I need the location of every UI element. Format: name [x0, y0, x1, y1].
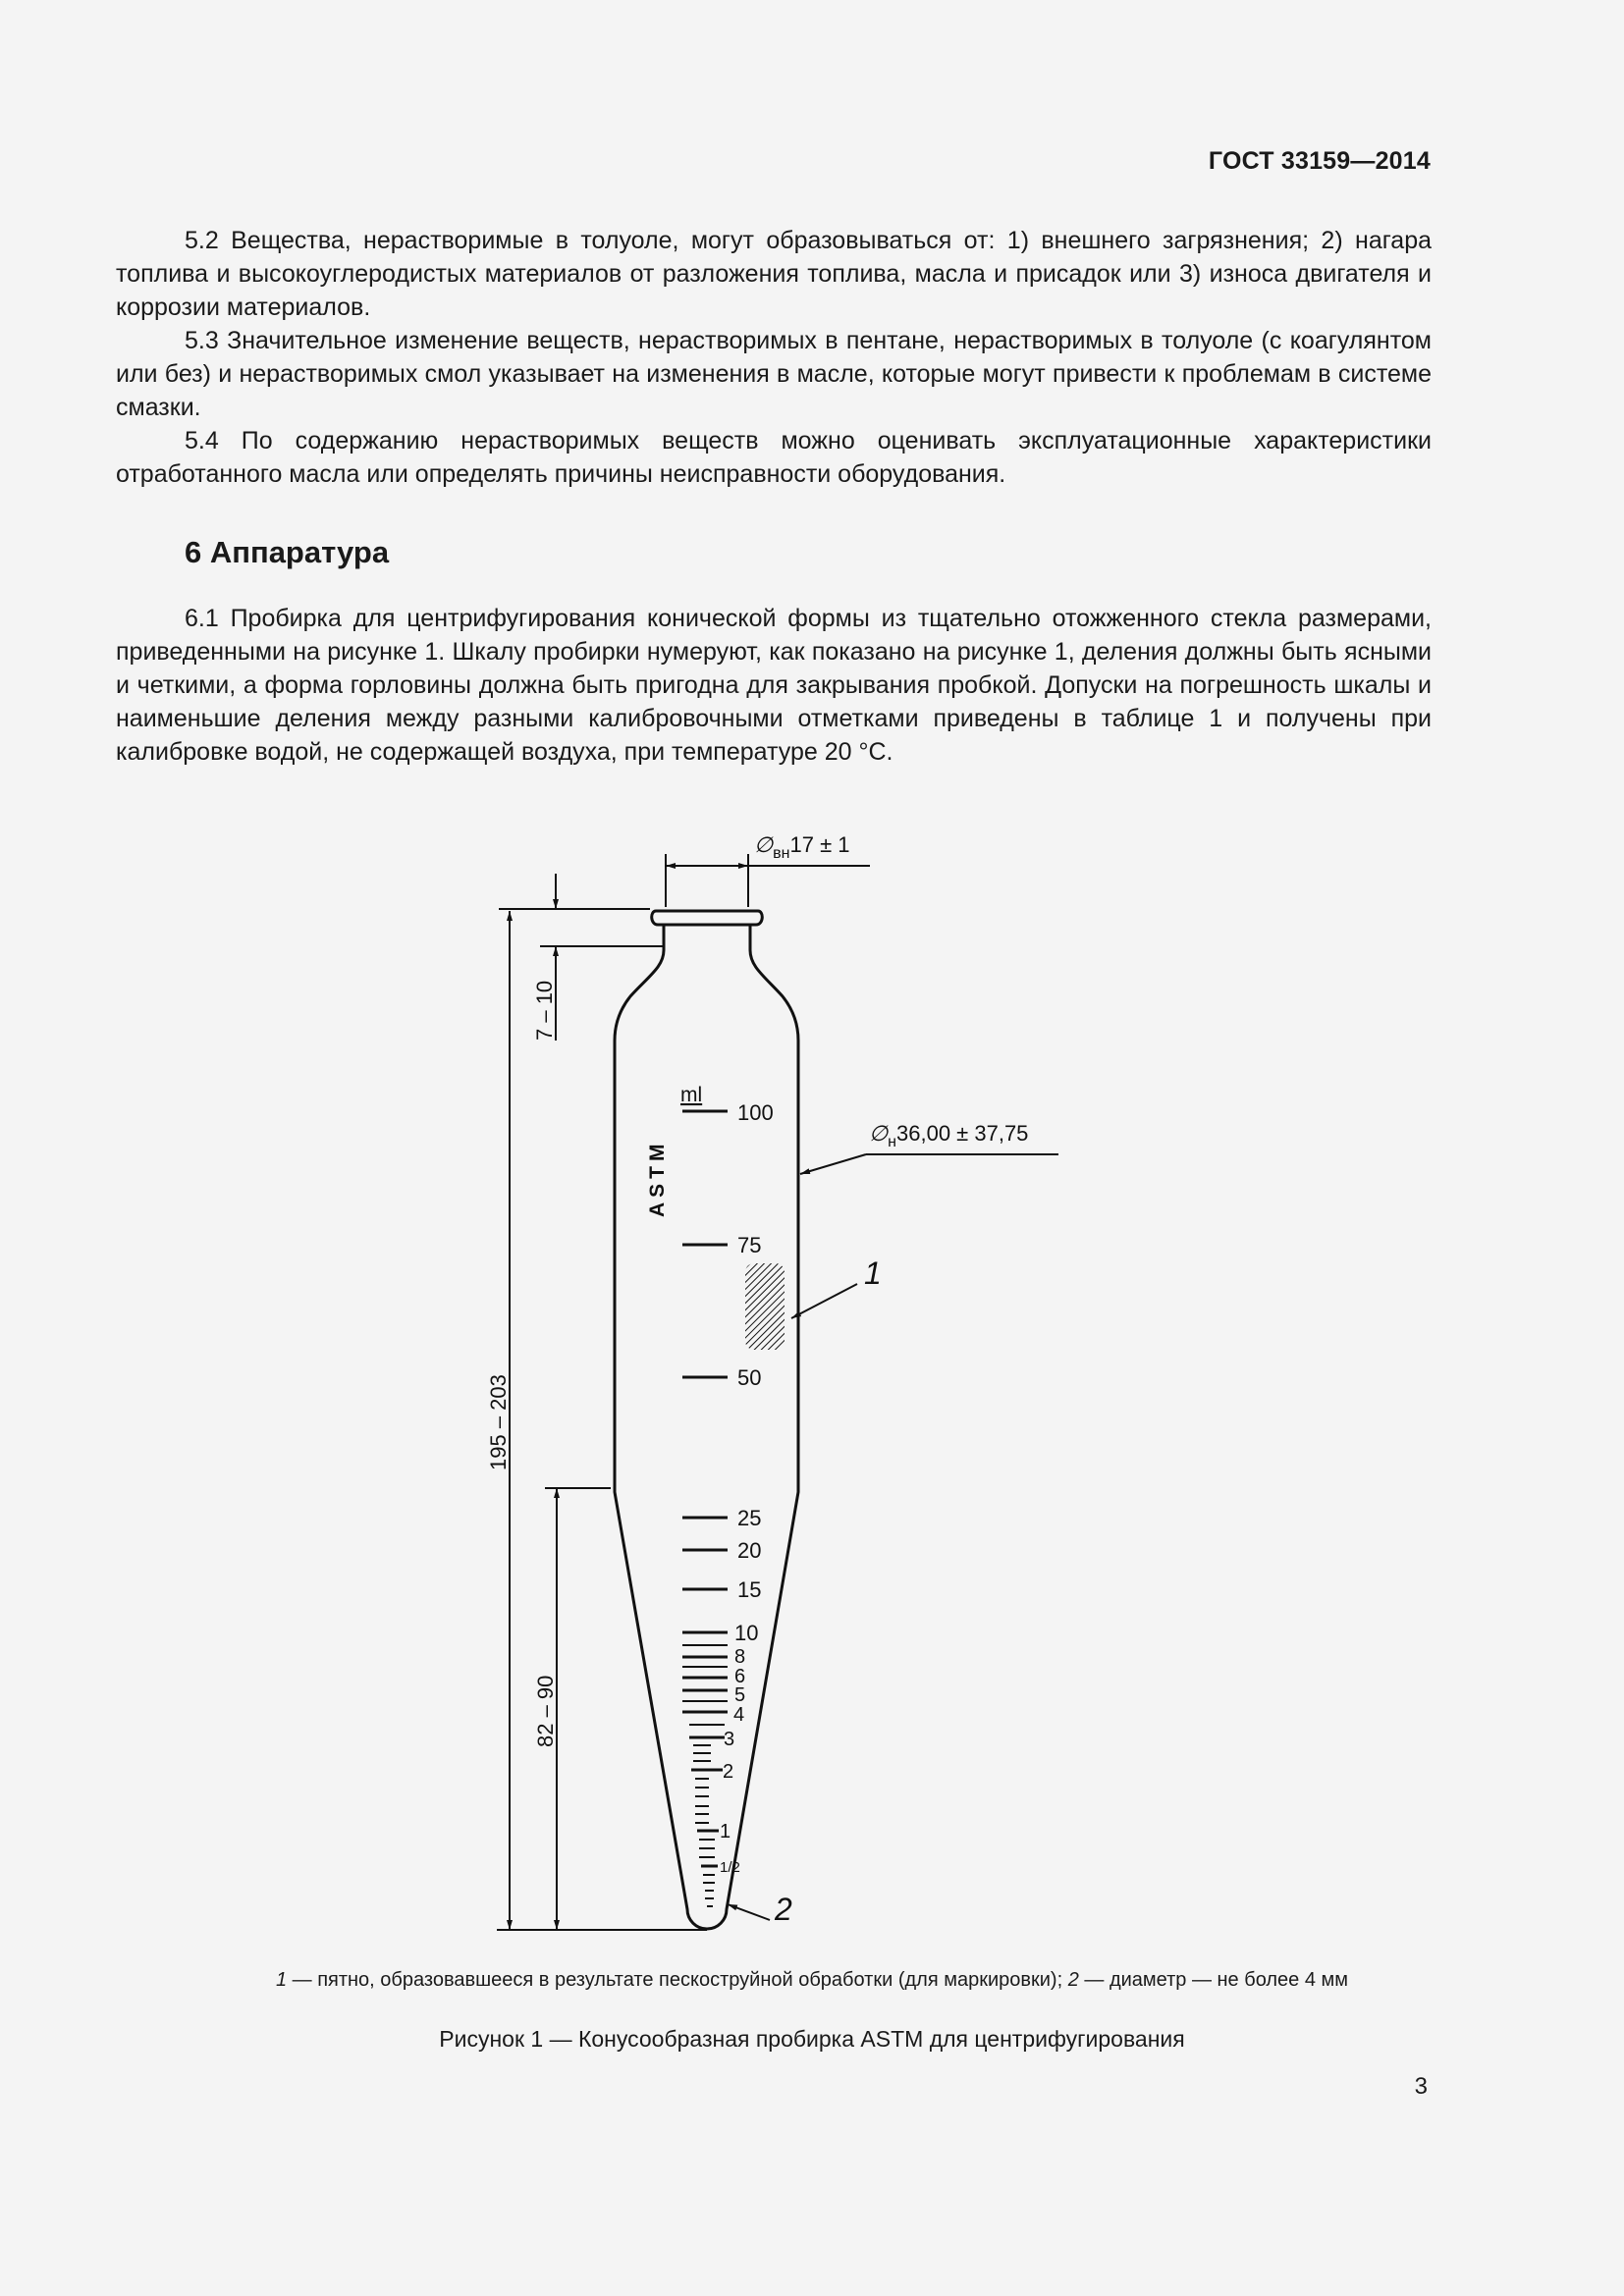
dim-outer-diameter: [800, 1154, 1058, 1174]
figure-caption: Рисунок 1 — Конусообразная пробирка ASTM для центрифугирования: [439, 2026, 1185, 2052]
dim-outer-label: [869, 1121, 1028, 1150]
document-id: ГОСТ 33159—2014: [1208, 147, 1431, 175]
paragraph-6-1: 6.1 Пробирка для центрифугирования конической формы из тщательно отожженного стекла размерами, приведенными на рисунке 1. Шкалу пробирки нумеруют, как показано на рисунке 1, деления должны быть ясными и четкими, а форма горловины должна быть пригодна для закрывания пробкой. Допуски на погрешность шкалы и наименьшие деления между разными калибровочными отметками приведены в таблице 1 и получены при калибровке водой, не содержащей воздуха, при температуре 20 °С.: [116, 605, 1432, 766]
scale-label-1: 1: [720, 1821, 731, 1842]
dim-inner-sub: вн: [773, 845, 790, 862]
section-5-text: [116, 224, 1432, 491]
dim-total-label: 195 – 203: [486, 1374, 511, 1470]
scale-label-2: 2: [723, 1761, 734, 1783]
scale-label-100: 100: [737, 1100, 774, 1125]
diameter-symbol: ∅: [754, 832, 774, 857]
paragraph-5-2: 5.2 Вещества, нерастворимые в толуоле, могут образовываться от: 1) внешнего загрязнения; 2) нагара топлива и высокоуглеродистых материалов от разложения топлива, масла и присадок или 3) износа двигателя и коррозии материалов.: [116, 227, 1432, 321]
legend-key-2: 2: [1067, 1969, 1079, 1991]
scale-label-75: 75: [737, 1233, 762, 1257]
unit-label: ml: [680, 1084, 703, 1106]
tube-outline: [615, 911, 798, 1929]
dim-outer-sub: н: [888, 1134, 897, 1150]
scale-label-10: 10: [734, 1621, 759, 1645]
figure-centrifuge-tube: [0, 825, 1624, 1953]
scale-label-25: 25: [737, 1506, 762, 1530]
scale-label-50: 50: [737, 1365, 762, 1390]
section-6-heading: 6 Аппаратура: [185, 535, 390, 569]
dim-inner-label: [754, 832, 850, 862]
dim-outer-value: 36,00 ± 37,75: [896, 1121, 1029, 1146]
brand-label: ASTM: [646, 1139, 669, 1217]
legend-text-1: — пятно, образовавшееся в результате пескоструйной обработки (для маркировки);: [287, 1969, 1068, 1991]
legend-key-1: 1: [275, 1969, 288, 1991]
scale-label-half: 1/2: [720, 1859, 740, 1876]
dim-total-height: [497, 911, 707, 1930]
dim-neck-label: 7 – 10: [532, 980, 557, 1041]
callout-2-label: 2: [775, 1892, 792, 1927]
paragraph-5-3: 5.3 Значительное изменение веществ, нерастворимых в пентане, нерастворимых в толуоле (с коагулянтом или без) и нерастворимых смол указывает на изменения в масле, которые могут привести к проблемам в системе смазки.: [116, 327, 1432, 421]
scale-labels: [720, 1100, 774, 1876]
dim-neck-height: [499, 874, 664, 1041]
page-number: 3: [1414, 2073, 1428, 2100]
diameter-symbol: ∅: [869, 1121, 889, 1146]
legend-text-2: — диаметр — не более 4 мм: [1078, 1969, 1349, 1991]
scale-label-8: 8: [734, 1646, 746, 1668]
callout-2-leader: [728, 1904, 770, 1920]
dim-inner-diameter: [666, 854, 870, 907]
figure-legend: [0, 1969, 1624, 1992]
dim-inner-value: 17 ± 1: [789, 832, 850, 857]
callout-1-leader: [791, 1284, 857, 1318]
scale-label-4: 4: [733, 1704, 745, 1726]
scale-label-15: 15: [737, 1577, 762, 1602]
scale-label-20: 20: [737, 1538, 762, 1563]
dim-cone-label: 82 – 90: [533, 1675, 558, 1747]
scale-label-6: 6: [734, 1666, 746, 1687]
paragraph-5-4: 5.4 По содержанию нерастворимых веществ можно оценивать эксплуатационные характеристики отработанного масла или определять причины неисправности оборудования.: [116, 427, 1432, 488]
scale-label-5: 5: [734, 1684, 746, 1706]
sandblast-spot: [745, 1263, 785, 1350]
scale-label-3: 3: [724, 1729, 735, 1750]
callout-1-label: 1: [864, 1255, 882, 1291]
section-6-text: [116, 602, 1432, 769]
